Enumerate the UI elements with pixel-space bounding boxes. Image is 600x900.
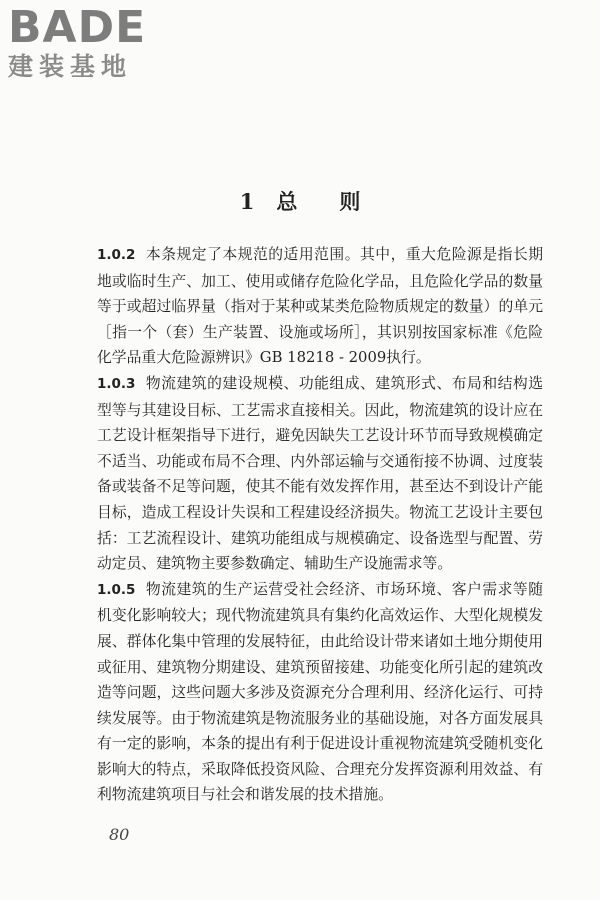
clause-text: 本条规定了本规范的适用范围。其中，重大危险源是指长期地或临时生产、加工、使用或储存危险化学品，且危险化学品的数量等于或超过临界量（指对于某种或某类危险物质规定的数量）的单元［指一个（套）生产装置、设施或场所］，其识别按国家标准《危险化学品重大危险源辨识》GB 18218 - 2009执行。 <box>97 246 543 367</box>
bade-logo <box>8 2 183 86</box>
chapter-number: 1 <box>239 189 255 214</box>
clause-text: 物流建筑的生产运营受社会经济、市场环境、客户需求等随机变化影响较大；现代物流建筑具有集约化高效运作、大型化规模发展、群体化集中管理的发展特征，由此给设计带来诸如土地分期使用或征用、建筑物分期建设、建筑预留接建、功能变化所引起的建筑改造等问题，这些问题大多涉及资源充分合理利用、经济化运行、可持续发展等。由于物流建筑是物流服务业的基础设施，对各方面发展具有一定的影响，本条的提出有利于促进设计重视物流建筑受随机变化影响大的特点，采取降低投资风险、合理充分发挥资源利用效益、有利物流建筑项目与社会和谐发展的技术措施。 <box>97 580 543 804</box>
clause-number: 1.0.2 <box>97 247 136 263</box>
clause-paragraph <box>97 577 543 808</box>
clause-number: 1.0.3 <box>97 375 136 392</box>
chapter-heading <box>0 186 600 216</box>
clause-paragraph <box>97 371 543 577</box>
clause-text: 物流建筑的建设规模、功能组成、建筑形式、布局和结构选型等与其建设目标、工艺需求直接相关。因此，物流建筑的设计应在工艺设计框架指导下进行，避免因缺失工艺设计环节而导致规模确定不适当、功能或布局不合理、内外部运输与交通衔接不协调、过度装备或装备不足等问题，使其不能有效发挥作用，甚至达不到设计产能目标，造成工程设计失误和工程建设经济损失。物流工艺设计主要包括：工艺流程设计、建筑功能组成与规模确定、设备选型与配置、劳动定员、建筑物主要参数确定、辅助生产设施需求等。 <box>97 374 543 573</box>
chapter-title-char-1: 总 <box>276 189 298 214</box>
logo-subtitle: 建装基地 <box>8 52 133 81</box>
clause-paragraph <box>97 242 543 371</box>
page-number: 80 <box>109 825 130 844</box>
logo-wordmark: BADE <box>8 2 147 53</box>
clause-number: 1.0.5 <box>97 581 136 598</box>
chapter-title-char-2: 则 <box>339 189 361 214</box>
document-body <box>97 242 543 808</box>
